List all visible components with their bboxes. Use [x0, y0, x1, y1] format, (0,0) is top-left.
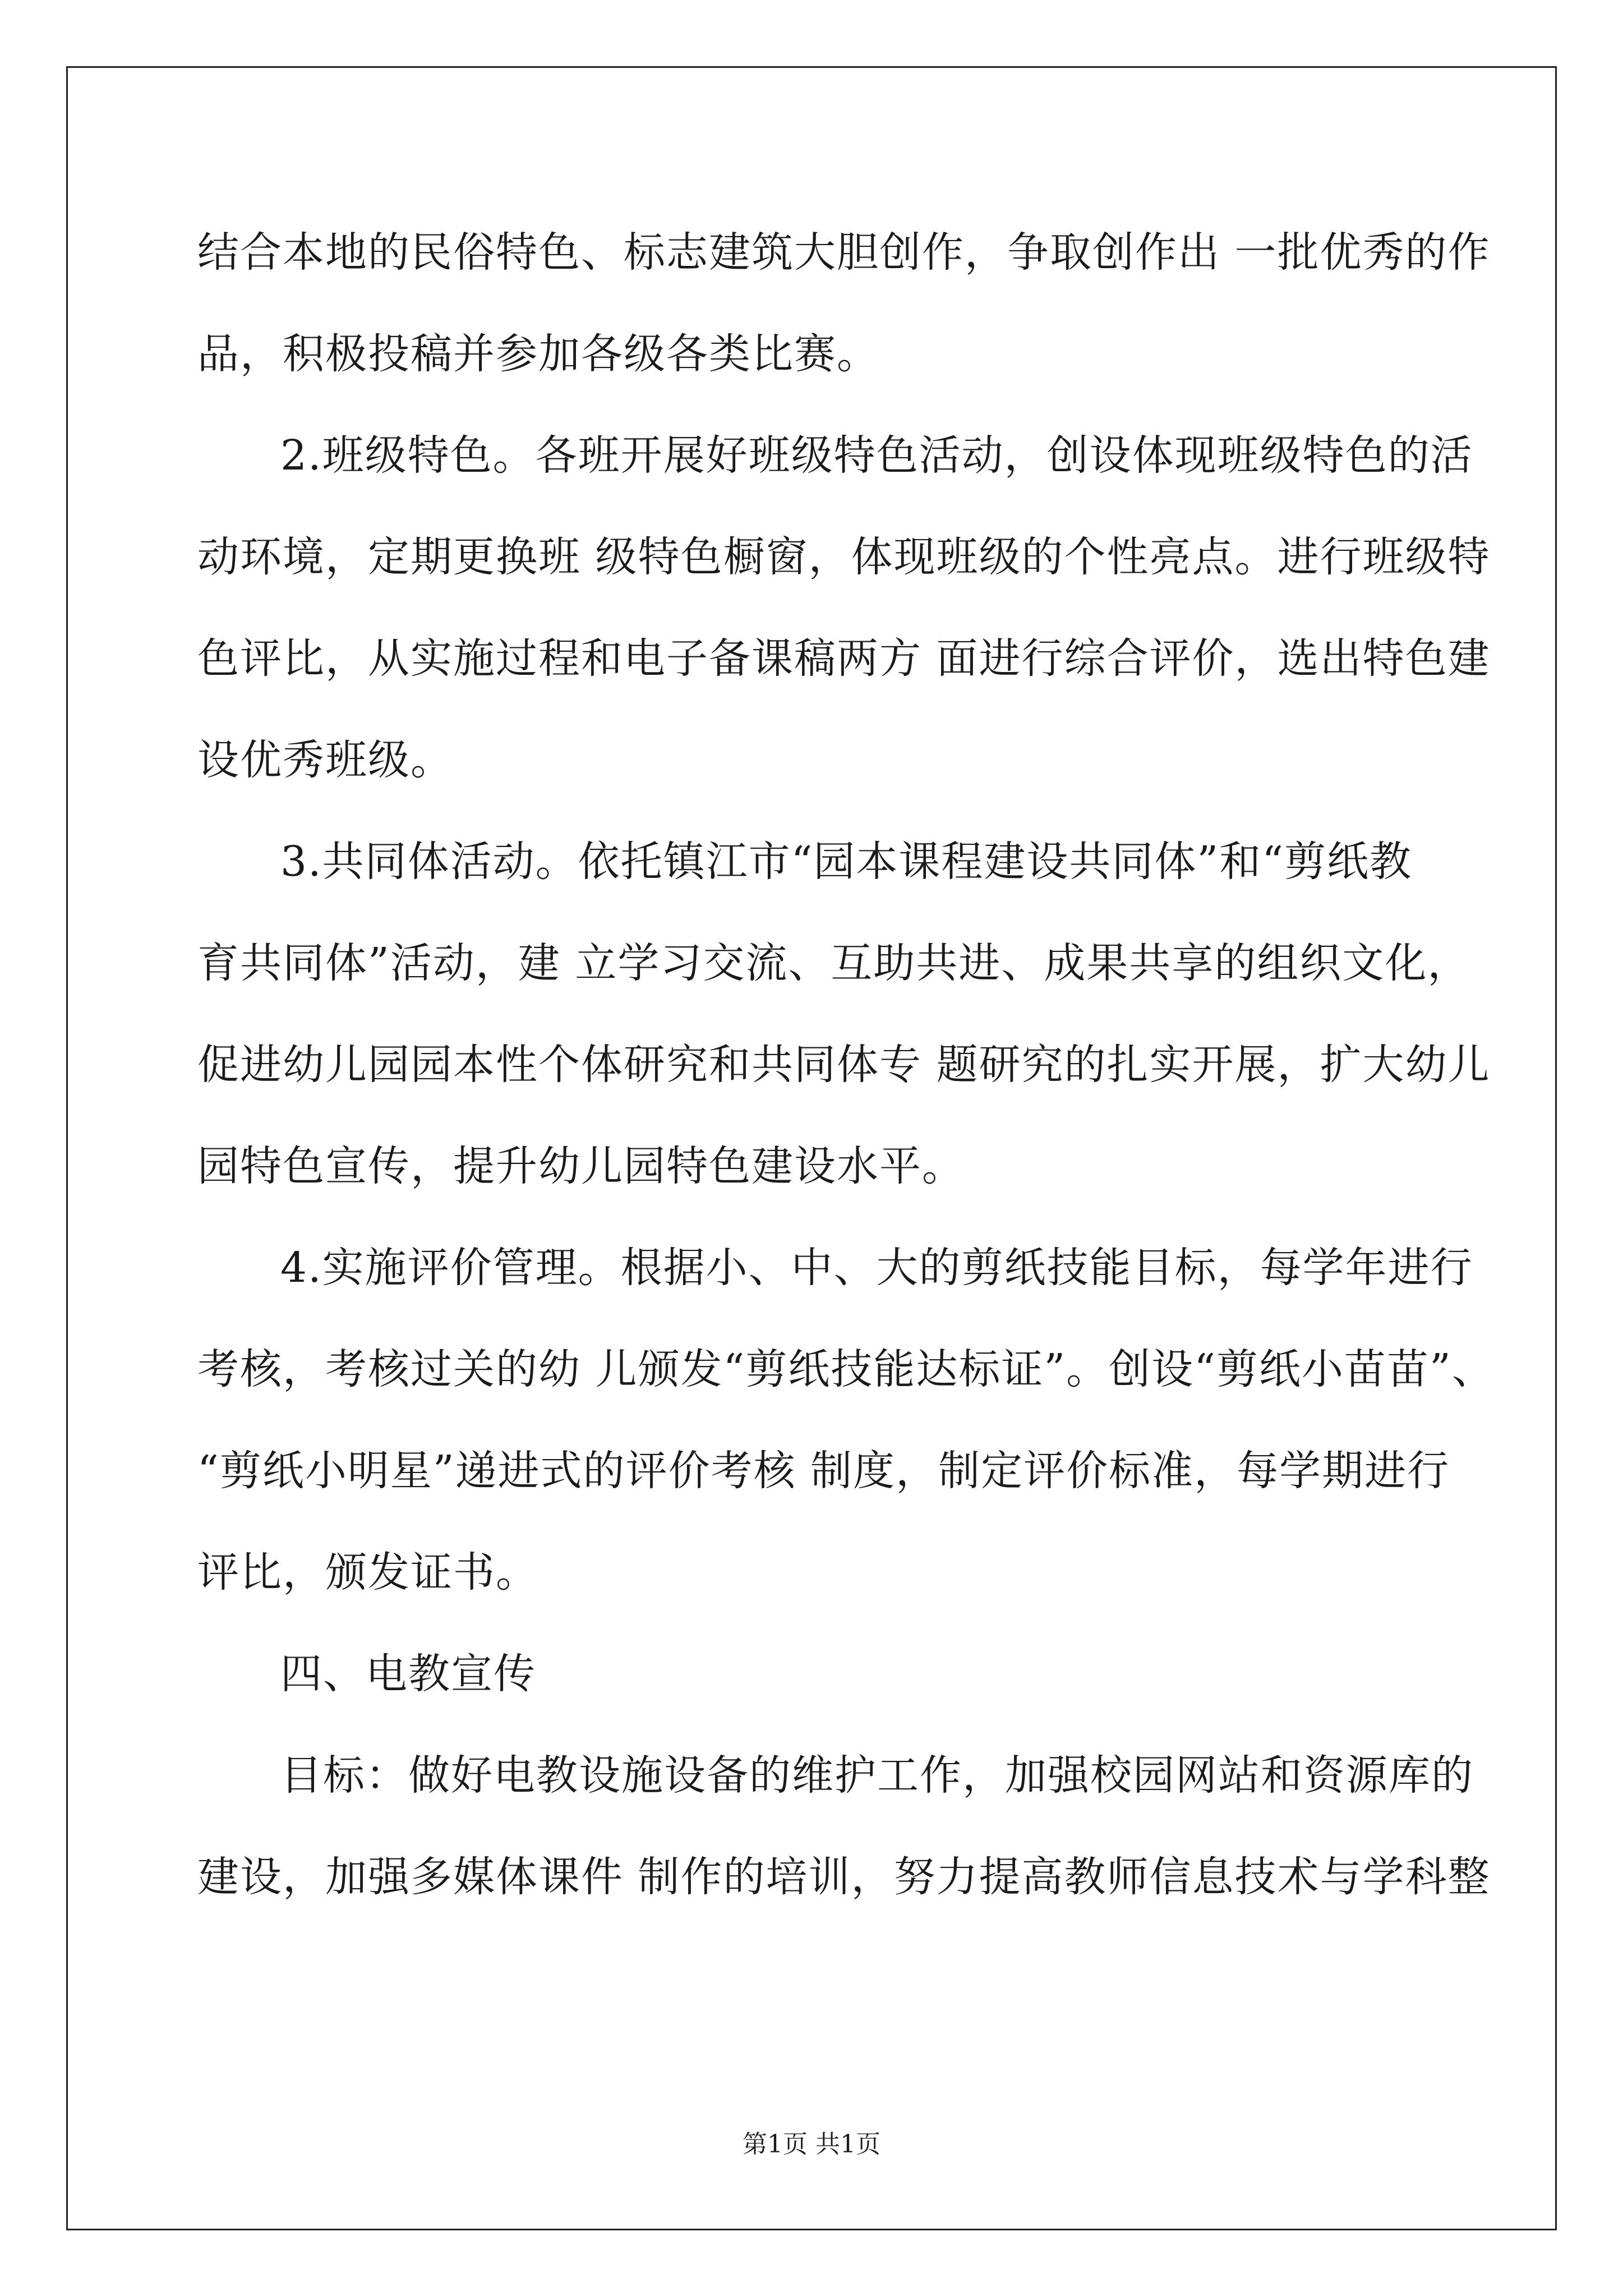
text-line: 品，积极投稿并参加各级各类比赛。 — [197, 330, 879, 378]
paragraph-start-line: 3.共同体活动。依托镇江市“园本课程建设共同体”和“剪纸教 — [280, 838, 1413, 886]
text-line: 设优秀班级。 — [197, 736, 453, 784]
text-line: 育共同体”活动，建 立学习交流、互助共进、成果共享的组织文化， — [197, 939, 1470, 987]
text-line: 园特色宣传，提升幼儿园特色建设水平。 — [197, 1142, 965, 1190]
text-line: 促进幼儿园园本性个体研究和共同体专 题研究的扎实开展，扩大幼儿 — [197, 1041, 1491, 1089]
section-heading: 四、电教宣传 — [280, 1650, 536, 1698]
text-line: 结合本地的民俗特色、标志建筑大胆创作，争取创作出 一批优秀的作 — [197, 228, 1491, 277]
paragraph-start-line: 2.班级特色。各班开展好班级特色活动，创设体现班级特色的活 — [280, 431, 1473, 480]
text-line: 色评比，从实施过程和电子备课稿两方 面进行综合评价，选出特色建 — [197, 634, 1491, 683]
text-line: 考核，考核过关的幼 儿颁发“剪纸技能达标证”。创设“剪纸小苗苗”、 — [197, 1345, 1495, 1393]
text-line: 评比，颁发证书。 — [197, 1548, 538, 1596]
page-footer: 第1页 共1页 — [743, 2130, 880, 2159]
text-line: “剪纸小明星”递进式的评价考核 制度，制定评价标准，每学期进行 — [197, 1447, 1450, 1495]
paragraph-start-line: 目标：做好电教设施设备的维护工作，加强校园网站和资源库的 — [280, 1751, 1474, 1800]
document-body — [197, 202, 1495, 1928]
text-line: 建设，加强多媒体课件 制作的培训，努力提高教师信息技术与学科整 — [197, 1853, 1491, 1901]
text-line: 动环境，定期更换班 级特色橱窗，体现班级的个性亮点。进行班级特 — [197, 533, 1491, 581]
paragraph-start-line: 4.实施评价管理。根据小、中、大的剪纸技能目标，每学年进行 — [280, 1244, 1473, 1292]
